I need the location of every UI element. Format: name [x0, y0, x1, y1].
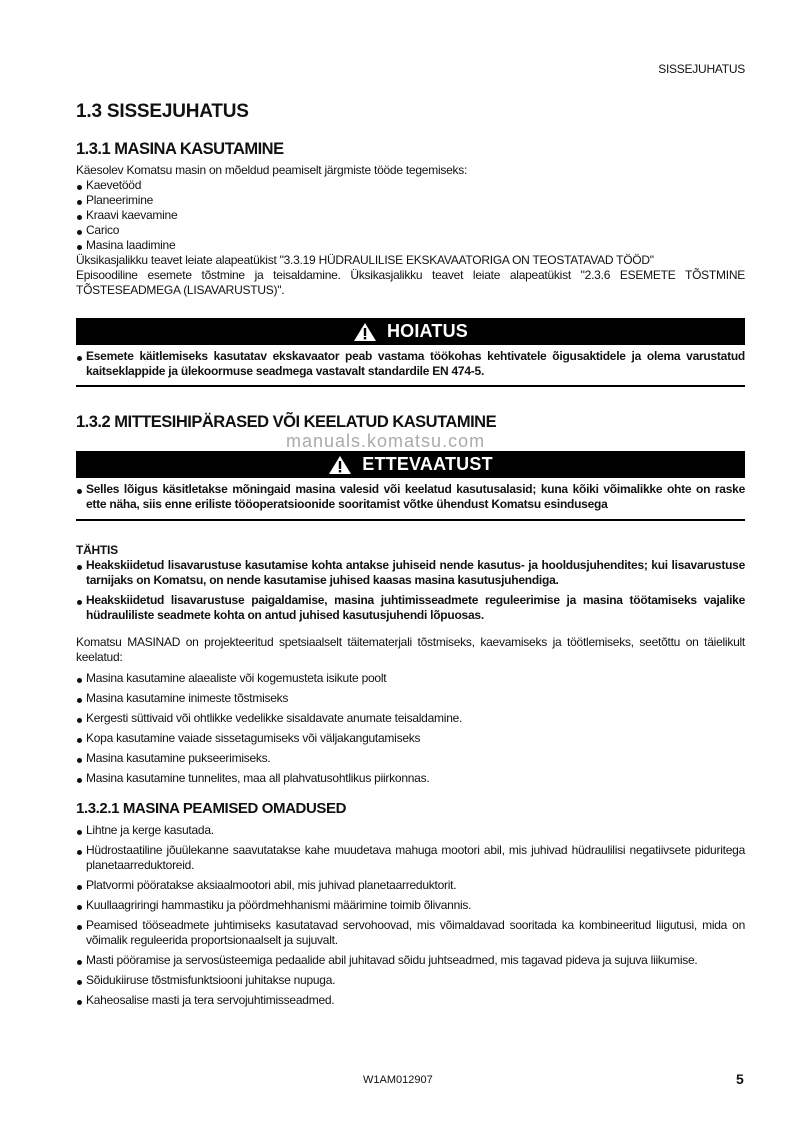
paragraph: Üksikasjalikku teavet leiate alapeatükist "3.3.19 HÜDRAULILISE EKSKAVAATORIGA ON TEOSTATAVAD TÖÖD"	[76, 253, 654, 267]
list-item: Peamised tööseadmete juhtimiseks kasutatavad servohoovad, mis võimaldavad sooritada ka kombineeritud liigutusi, mida on võimalik reguleerida proportsionaalselt ja sujuvalt.	[76, 918, 745, 948]
watermark: manuals.komatsu.com	[286, 431, 486, 451]
list-item: Masina kasutamine pukseerimiseks.	[76, 751, 745, 766]
warning-triangle-icon	[353, 322, 377, 342]
list-item: Masina kasutamine inimeste tõstmiseks	[76, 691, 745, 706]
subsection-title: 1.3.1 MASINA KASUTAMINE	[76, 140, 284, 158]
page-number: 5	[736, 1071, 744, 1087]
caution-label: ETTEVAATUST	[362, 454, 493, 474]
subsection-title: 1.3.2 MITTESIHIPÄRASED VÕI KEELATUD KASUTAMINE	[76, 413, 497, 431]
important-item: Heakskiidetud lisavarustuse paigaldamise, masina juhtimisseadmete reguleerimise ja masina töötamiseks vajalike hüdrauliliste seadmete kohta on antud juhised kasutusjuhendi lõpuosas.	[76, 593, 745, 623]
caution-banner	[76, 451, 745, 478]
important-item: Heakskiidetud lisavarustuse kasutamise kohta antakse juhiseid nende kasutus- ja hooldusjuhendites; kui lisavarustuse tarnijaks on Komatsu, on nende kasutamise juhised kaasas masina kasutusjuhendiga.	[76, 558, 745, 588]
paragraph: Episoodiline esemete tõstmine ja teisaldamine. Üksikasjalikku teavet leiate alapeatükist "2.3.6 ESEMETE TÕSTMINE TÕSTESEADMEGA (LISAVARUSTUS)".	[76, 268, 745, 297]
paragraph: Komatsu MASINAD on projekteeritud spetsiaalselt täitematerjali tõstmiseks, kaevamiseks ja töötlemiseks, seetõttu on täielikult keelatud:	[76, 635, 745, 664]
document-code: W1AM012907	[363, 1074, 433, 1086]
list-item: Carico	[76, 223, 745, 238]
list-item: Masina kasutamine tunnelites, maa all plahvatusohtlikus piirkonnas.	[76, 771, 745, 786]
subsubsection-title: 1.3.2.1 MASINA PEAMISED OMADUSED	[76, 800, 347, 817]
warning-text: Esemete käitlemiseks kasutatav ekskavaator peab vastama töökohas kehtivatele õigusaktidele ja olema varustatud kaitseklappide ja ülekoormuse seadmega vastavalt standardile EN 474-5.	[76, 349, 745, 379]
warning-label: HOIATUS	[386, 321, 469, 341]
list-item: Masti pööramise ja servosüsteemiga pedaalide abil juhitavad sõidu juhtseadmed, mis tagavad pideva ja sujuva liikumise.	[76, 953, 745, 968]
section-title: 1.3 SISSEJUHATUS	[76, 101, 249, 122]
list-item: Platvormi pööratakse aksiaalmootori abil, mis juhivad planetaarreduktorit.	[76, 878, 745, 893]
list-item: Kraavi kaevamine	[76, 208, 745, 223]
warning-banner	[76, 318, 745, 345]
list-item: Kergesti süttivaid või ohtlikke vedelikke sisaldavate anumate teisaldamine.	[76, 711, 745, 726]
list-item: Kuullaagriringi hammastiku ja pöördmehhanismi määrimine toimib õlivannis.	[76, 898, 745, 913]
intro-text: Käesolev Komatsu masin on mõeldud peamiselt järgmiste tööde tegemiseks:	[76, 163, 468, 177]
list-item: Sõidukiiruse tõstmisfunktsiooni juhitakse nupuga.	[76, 973, 745, 988]
important-label: TÄHTIS	[76, 543, 118, 557]
list-item: Masina laadimine	[76, 238, 745, 253]
divider	[76, 385, 745, 387]
divider	[76, 519, 745, 521]
running-header: SISSEJUHATUS	[658, 62, 745, 76]
caution-text: Selles lõigus käsitletakse mõningaid masina valesid või keelatud kasutusalasid; kuna kõiki võimalikke ohte on raske ette näha, siis enne eriliste tööoperatsioonide sooritamist võtke ühendust Komatsu esindusega	[76, 482, 745, 512]
list-item: Kaheosalise masti ja tera servojuhtimisseadmed.	[76, 993, 745, 1008]
list-item: Lihtne ja kerge kasutada.	[76, 823, 745, 838]
list-item: Kopa kasutamine vaiade sissetagumiseks või väljakangutamiseks	[76, 731, 745, 746]
warning-triangle-icon	[328, 455, 352, 475]
list-item: Planeerimine	[76, 193, 745, 208]
list-item: Masina kasutamine alaealiste või kogemusteta isikute poolt	[76, 671, 745, 686]
list-item: Kaevetööd	[76, 178, 745, 193]
list-item: Hüdrostaatiline jõuülekanne saavutatakse kahe muudetava mahuga mootori abil, mis juhivad hüdraulilisi negatiivsete piduritega planetaarreduktoreid.	[76, 843, 745, 873]
